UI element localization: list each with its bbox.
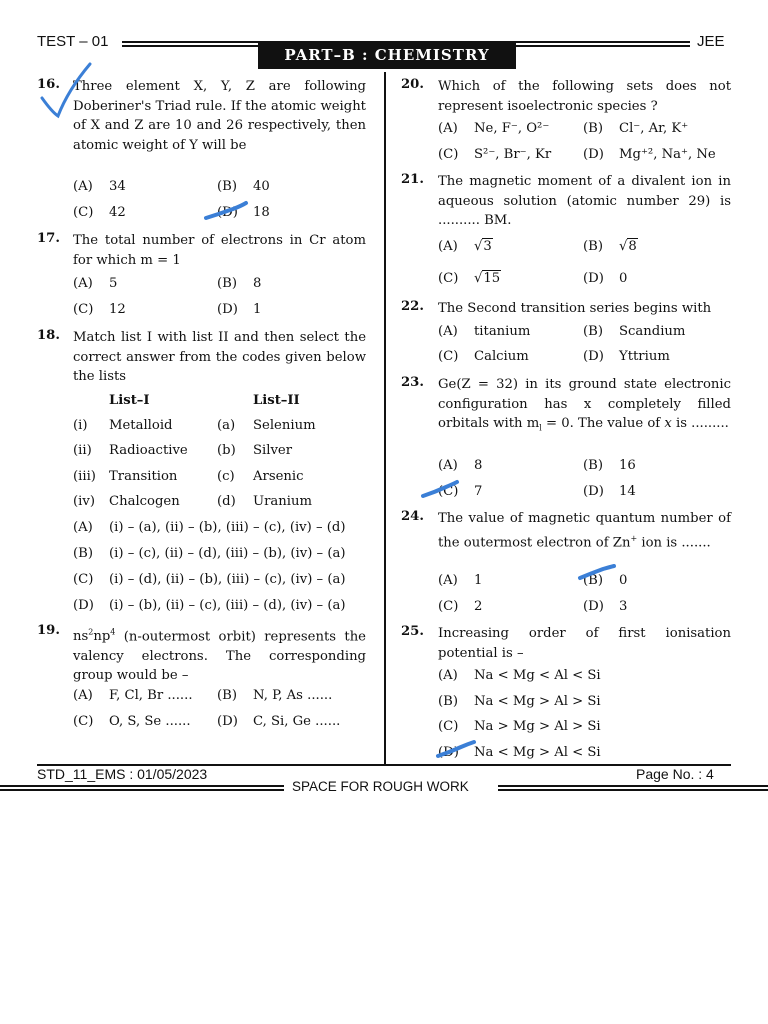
- option-d[interactable]: (D) Yttrium: [583, 349, 670, 364]
- question-text: $ns^2np^4$ (n-outermost orbit) represents the valency electrons. The corresponding group would be –: [73, 628, 366, 684]
- option-c[interactable]: (C) S²⁻, Br⁻, Kr: [438, 147, 552, 162]
- section-title: PART–B : CHEMISTRY: [258, 41, 516, 69]
- option-d[interactable]: (D) 1: [217, 302, 262, 317]
- option-a[interactable]: (A) Na < Mg < Al < Si: [438, 668, 601, 683]
- footer-code: STD_11_EMS : 01/05/2023: [37, 766, 208, 782]
- option-a[interactable]: (A) 1: [438, 573, 483, 588]
- option-d[interactable]: (D) C, Si, Ge ......: [217, 714, 341, 729]
- option-b[interactable]: (B) (i) – (c), (ii) – (d), (iii) – (b), (iv) – (a): [73, 546, 346, 561]
- test-label: TEST – 01: [37, 33, 109, 50]
- question-text: Ge(Z = 32) in its ground state electronic configuration has x completely filled orbitals with $m_l = 0$. The value of x is .........: [438, 377, 731, 433]
- list1-item: Chalcogen: [109, 494, 180, 509]
- page-number: Page No. : 4: [636, 766, 714, 782]
- option-b[interactable]: (B) 8: [217, 276, 262, 291]
- option-b[interactable]: (B) 40: [217, 179, 270, 194]
- question-text: The magnetic moment of a divalent ion in aqueous solution (atomic number 29) is .......... BM.: [438, 174, 731, 228]
- question-number: 17.: [37, 231, 60, 246]
- option-b[interactable]: (B) √8: [583, 239, 637, 254]
- rough-work-area[interactable]: [0, 800, 768, 1024]
- option-c[interactable]: (C) Calcium: [438, 349, 529, 364]
- list2-item: Arsenic: [253, 469, 304, 484]
- list1-item: Radioactive: [109, 443, 188, 458]
- option-b[interactable]: (B) 0: [583, 573, 628, 588]
- list2-item: Silver: [253, 443, 293, 458]
- option-a[interactable]: (A) √3: [438, 239, 492, 254]
- rough-work-label: SPACE FOR ROUGH WORK: [292, 779, 469, 794]
- option-b[interactable]: (B) Na < Mg > Al > Si: [438, 694, 601, 709]
- list1-roman: (iii): [73, 469, 96, 484]
- list2-item: Selenium: [253, 418, 316, 433]
- list2-item: Uranium: [253, 494, 312, 509]
- option-a[interactable]: (A) 8: [438, 458, 483, 473]
- option-c[interactable]: (C) 12: [73, 302, 126, 317]
- option-b[interactable]: (B) Cl⁻, Ar, K⁺: [583, 121, 689, 136]
- sqrt-symbol: √8: [619, 239, 637, 254]
- option-a[interactable]: (A) titanium: [438, 324, 531, 339]
- option-a[interactable]: (A) Ne, F⁻, O²⁻: [438, 121, 550, 136]
- question-number: 18.: [37, 328, 60, 343]
- exam-label: JEE: [697, 33, 725, 50]
- column-divider: [384, 72, 386, 764]
- option-d[interactable]: (D) Na < Mg > Al < Si: [438, 745, 601, 760]
- rough-rule-right: [498, 785, 768, 791]
- question-text: Increasing order of first ionisation potential is –: [438, 626, 731, 661]
- question-number: 23.: [401, 375, 424, 390]
- option-c[interactable]: (C) 42: [73, 205, 126, 220]
- pen-tick-mark: [38, 60, 94, 122]
- list1-item: Metalloid: [109, 418, 173, 433]
- question-number: 19.: [37, 623, 60, 638]
- list2-key: (c): [217, 469, 235, 484]
- question-text: The value of magnetic quantum number of the outermost electron of Zn+ ion is .......: [438, 511, 731, 550]
- question-number: 24.: [401, 509, 424, 524]
- question-text: The Second transition series begins with: [438, 301, 712, 316]
- question-number: 22.: [401, 299, 424, 314]
- option-c[interactable]: (C) 7: [438, 484, 483, 499]
- question-text: Three element X, Y, Z are following Doberiner's Triad rule. If the atomic weight of X and Z are 10 and 26 respectively, then atomic weight of Y will be: [73, 79, 366, 153]
- question-number: 25.: [401, 624, 424, 639]
- pen-tick-mark: [420, 479, 460, 501]
- option-d[interactable]: (D) 14: [583, 484, 636, 499]
- option-b[interactable]: (B) N, P, As ......: [217, 688, 333, 703]
- pen-tick-mark: [577, 563, 617, 583]
- pen-tick-mark: [203, 200, 249, 224]
- option-a[interactable]: (A) F, Cl, Br ......: [73, 688, 193, 703]
- list2-heading: List–II: [253, 393, 300, 408]
- configuration-formula: $ns^2np^4$: [73, 628, 116, 645]
- question-text: The total number of electrons in Cr atom for which m = 1: [73, 233, 366, 268]
- option-d[interactable]: (D) Mg⁺², Na⁺, Ne: [583, 147, 716, 162]
- list1-roman: (iv): [73, 494, 95, 509]
- question-text: Which of the following sets does not represent isoelectronic species ?: [438, 79, 731, 114]
- list1-roman: (i): [73, 418, 88, 433]
- list2-key: (b): [217, 443, 236, 458]
- option-c[interactable]: (C) O, S, Se ......: [73, 714, 191, 729]
- rough-rule-left: [0, 785, 284, 791]
- list1-item: Transition: [109, 469, 178, 484]
- list1-heading: List–I: [109, 393, 150, 408]
- option-b[interactable]: (B) 16: [583, 458, 636, 473]
- question-text: Match list I with list II and then select the correct answer from the codes given below the lists: [73, 330, 366, 384]
- pen-tick-mark: [435, 739, 477, 761]
- option-c[interactable]: (C) (i) – (d), (ii) – (b), (iii) – (c), (iv) – (a): [73, 572, 346, 587]
- sqrt-symbol: √3: [474, 239, 492, 254]
- option-a[interactable]: (A) (i) – (a), (ii) – (b), (iii) – (c), (iv) – (d): [73, 520, 346, 535]
- option-b[interactable]: (B) Scandium: [583, 324, 686, 339]
- question-number: 20.: [401, 77, 424, 92]
- option-d[interactable]: (D) (i) – (b), (ii) – (c), (iii) – (d), (iv) – (a): [73, 598, 346, 613]
- option-c[interactable]: (C) √15: [438, 271, 501, 286]
- option-d[interactable]: (D) 3: [583, 599, 628, 614]
- list2-key: (a): [217, 418, 236, 433]
- list1-roman: (ii): [73, 443, 92, 458]
- question-number: 16.: [37, 77, 60, 92]
- option-c[interactable]: (C) Na > Mg > Al > Si: [438, 719, 601, 734]
- option-c[interactable]: (C) 2: [438, 599, 483, 614]
- list2-key: (d): [217, 494, 236, 509]
- option-a[interactable]: (A) 34: [73, 179, 126, 194]
- option-d[interactable]: (D) 18: [217, 205, 270, 220]
- option-d[interactable]: (D) 0: [583, 271, 628, 286]
- question-number: 21.: [401, 172, 424, 187]
- sqrt-symbol: √15: [474, 271, 501, 286]
- option-a[interactable]: (A) 5: [73, 276, 118, 291]
